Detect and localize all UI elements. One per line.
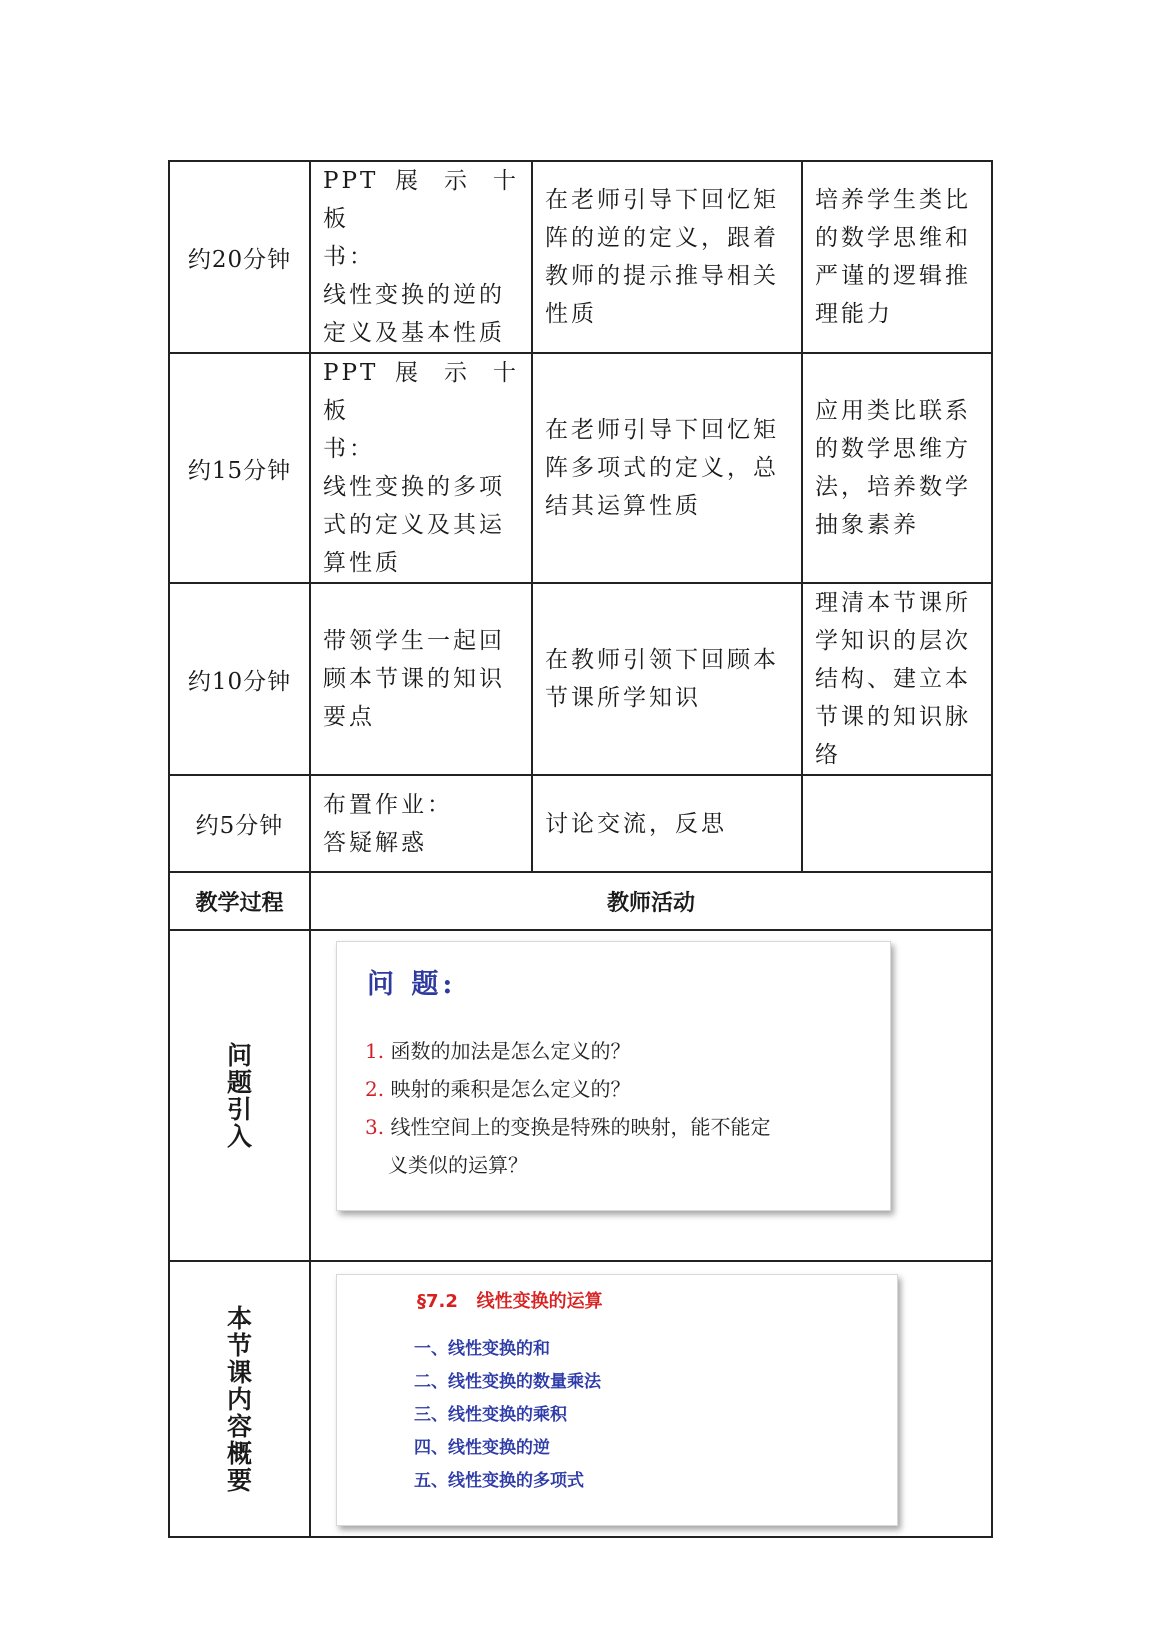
question-number: 1. [365, 1039, 385, 1063]
summary-slide [336, 1274, 898, 1526]
text-line: 理清本节课所 [815, 590, 971, 616]
text-line: 线性变换的多项 [323, 474, 505, 500]
text-line: 书： [323, 244, 375, 270]
slide-title: §7.2 线性变换的运算 [417, 1291, 603, 1312]
question-item [365, 1070, 865, 1108]
text-line: 严谨的逻辑推 [815, 263, 971, 289]
text-line: 节课的知识脉 [815, 704, 971, 730]
time-cell: 约10分钟 [169, 583, 310, 775]
question-list [365, 1032, 865, 1184]
intro-slide [336, 941, 891, 1211]
text-line: 培养学生类比 [815, 187, 971, 213]
text-line: 结其运算性质 [545, 493, 701, 519]
intro-row [169, 930, 992, 1261]
text-line: 阵的逆的定义，跟着 [545, 225, 779, 251]
outline-item: 五、线性变换的多项式 [414, 1471, 584, 1491]
student-activity-cell [532, 161, 802, 353]
text-line: 法，培养数学 [815, 474, 971, 500]
summary-row [169, 1261, 992, 1537]
time-cell: 约5分钟 [169, 775, 310, 872]
text-line: 性质 [545, 301, 597, 327]
text-line: 布置作业： [323, 791, 453, 818]
text-line: PPT 展 示 十 板 [323, 168, 519, 232]
intro-slide-cell [310, 930, 992, 1261]
lesson-plan-table [168, 160, 993, 1538]
time-cell: 约15分钟 [169, 353, 310, 583]
intro-label: 问题引入 [226, 1040, 252, 1151]
outline-item: 四、线性变换的逆 [414, 1438, 550, 1458]
question-item [365, 1032, 865, 1070]
goal-cell [802, 161, 992, 353]
text-line: 结构、建立本 [815, 666, 971, 692]
teacher-activity-cell [310, 353, 532, 583]
text-line: 顾本节课的知识 [323, 666, 505, 692]
text-line: 教师的提示推导相关 [545, 263, 779, 289]
slide-title: 问 题: [367, 969, 457, 1000]
question-text: 函数的加法是怎么定义的？ [390, 1039, 631, 1063]
text-line: 的数学思维方 [815, 436, 971, 462]
text-line: 抽象素养 [815, 512, 919, 538]
question-text: 线性空间上的变换是特殊的映射，能不能定 [390, 1115, 771, 1139]
teacher-activity-cell [310, 161, 532, 353]
teacher-activity-cell [310, 775, 532, 872]
text-line: 定义及基本性质 [323, 320, 505, 346]
text-line: 络 [815, 742, 841, 768]
outline-item: 一、线性变换的和 [414, 1339, 550, 1359]
summary-label-cell [169, 1261, 310, 1537]
intro-label-cell [169, 930, 310, 1261]
text-line: 应用类比联系 [815, 398, 971, 424]
outline-item: 二、线性变换的数量乘法 [414, 1372, 601, 1392]
student-activity-cell [532, 583, 802, 775]
summary-label: 本节课内容概要 [226, 1303, 252, 1495]
process-header: 教学过程 [169, 872, 310, 930]
schedule-row [169, 353, 992, 583]
question-item [365, 1108, 865, 1146]
goal-cell [802, 583, 992, 775]
schedule-row [169, 583, 992, 775]
question-text: 映射的乘积是怎么定义的？ [390, 1077, 631, 1101]
student-activity-cell [532, 775, 802, 872]
schedule-row [169, 775, 992, 872]
text-line: 阵多项式的定义，总 [545, 455, 779, 481]
time-cell: 约20分钟 [169, 161, 310, 353]
text-line: 理能力 [815, 301, 893, 327]
text-line: 在教师引领下回顾本 [545, 647, 779, 673]
text-line: 答疑解惑 [323, 829, 427, 856]
text-line: 书： [323, 436, 375, 462]
text-line: PPT 展 示 十 板 [323, 360, 519, 424]
outline-item: 三、线性变换的乘积 [414, 1405, 567, 1425]
text-line: 式的定义及其运 [323, 512, 505, 538]
question-continuation: 义类似的运算？ [388, 1153, 528, 1177]
text-line: 在老师引导下回忆矩 [545, 187, 779, 213]
text-line: 要点 [323, 704, 375, 730]
summary-slide-cell [310, 1261, 992, 1537]
text-line: 带领学生一起回 [323, 628, 505, 654]
text-line: 线性变换的逆的 [323, 282, 505, 308]
goal-cell [802, 775, 992, 872]
question-number: 2. [365, 1077, 385, 1101]
section-header-row [169, 872, 992, 930]
schedule-row [169, 161, 992, 353]
question-number: 3. [365, 1115, 385, 1139]
text-line: 在老师引导下回忆矩 [545, 417, 779, 443]
text-line: 的数学思维和 [815, 225, 971, 251]
text-line: 讨论交流，反思 [545, 810, 727, 837]
outline-list [414, 1333, 601, 1498]
goal-cell [802, 353, 992, 583]
text-line: 学知识的层次 [815, 628, 971, 654]
text-line: 算性质 [323, 550, 401, 576]
teacher-activity-header: 教师活动 [310, 872, 992, 930]
text-line: 节课所学知识 [545, 685, 701, 711]
student-activity-cell [532, 353, 802, 583]
teacher-activity-cell [310, 583, 532, 775]
